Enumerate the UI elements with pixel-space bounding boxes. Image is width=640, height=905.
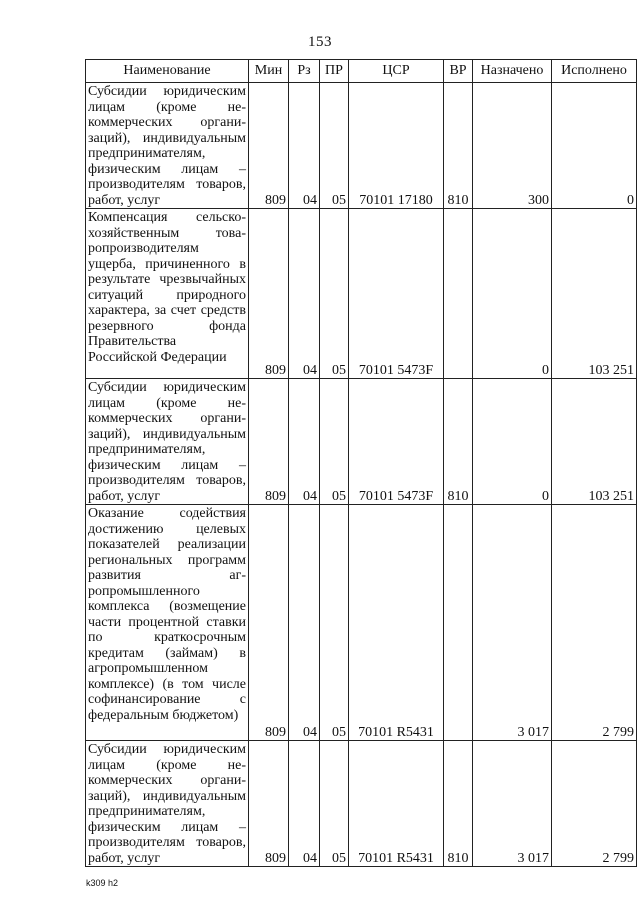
row-vr <box>444 209 473 379</box>
row-assigned: 3 017 <box>473 505 552 741</box>
row-csr: 70101 R5431 <box>349 505 444 741</box>
row-executed: 103 251 <box>552 379 637 505</box>
row-rz: 04 <box>289 741 320 867</box>
header-pr: ПР <box>320 60 349 83</box>
row-assigned: 0 <box>473 209 552 379</box>
row-assigned: 0 <box>473 379 552 505</box>
row-min: 809 <box>249 741 289 867</box>
header-name: Наименование <box>86 60 249 83</box>
row-vr <box>444 505 473 741</box>
row-assigned: 3 017 <box>473 741 552 867</box>
row-executed: 2 799 <box>552 741 637 867</box>
header-executed: Исполнено <box>552 60 637 83</box>
row-executed: 0 <box>552 83 637 209</box>
row-rz: 04 <box>289 209 320 379</box>
row-pr: 05 <box>320 505 349 741</box>
table-row <box>86 379 637 505</box>
header-rz: Рз <box>289 60 320 83</box>
row-name: Субсидии юридическим лицам (кроме некоммерческих организаций), индивидуальным предпринимателям, физическим лицам – производителям товаров, работ, услуг <box>86 379 249 505</box>
row-min: 809 <box>249 83 289 209</box>
header-vr: ВР <box>444 60 473 83</box>
budget-table <box>85 59 637 867</box>
table-row <box>86 741 637 867</box>
row-csr: 70101 17180 <box>349 83 444 209</box>
row-min: 809 <box>249 379 289 505</box>
row-pr: 05 <box>320 741 349 867</box>
header-assigned: Назначено <box>473 60 552 83</box>
row-rz: 04 <box>289 379 320 505</box>
table-row <box>86 505 637 741</box>
table-row <box>86 209 637 379</box>
row-vr: 810 <box>444 83 473 209</box>
row-csr: 70101 5473F <box>349 209 444 379</box>
row-vr: 810 <box>444 741 473 867</box>
row-name: Компенсация сельскохозяйственным товаропроизводителям ущерба, причиненного в результате чрезвычайных ситуаций природного характера, за счет средств резервного фонда Правительства Российской Федерации <box>86 209 249 379</box>
row-min: 809 <box>249 505 289 741</box>
page-number: 153 <box>308 34 332 50</box>
row-csr: 70101 5473F <box>349 379 444 505</box>
header-csr: ЦСР <box>349 60 444 83</box>
row-name: Субсидии юридическим лицам (кроме некоммерческих организаций), индивидуальным предпринимателям, физическим лицам – производителям товаров, работ, услуг <box>86 83 249 209</box>
header-min: Мин <box>249 60 289 83</box>
row-executed: 2 799 <box>552 505 637 741</box>
row-name: Субсидии юридическим лицам (кроме некоммерческих организаций), индивидуальным предпринимателям, физическим лицам – производителям товаров, работ, услуг <box>86 741 249 867</box>
table-header-row <box>86 60 637 83</box>
row-executed: 103 251 <box>552 209 637 379</box>
row-min: 809 <box>249 209 289 379</box>
row-csr: 70101 R5431 <box>349 741 444 867</box>
row-rz: 04 <box>289 505 320 741</box>
row-rz: 04 <box>289 83 320 209</box>
row-assigned: 300 <box>473 83 552 209</box>
row-pr: 05 <box>320 379 349 505</box>
footer-code: k309 h2 <box>86 878 119 888</box>
row-name: Оказание содействия достижению целевых показателей реализации региональных программ развития агропромышленного комплекса (возмещение части процентной ставки по краткосрочным кредитам (займам) в агропромышленном комплексе) (в том числе софинансирование с федеральным бюджетом) <box>86 505 249 741</box>
table-row <box>86 83 637 209</box>
row-vr: 810 <box>444 379 473 505</box>
row-pr: 05 <box>320 83 349 209</box>
row-pr: 05 <box>320 209 349 379</box>
